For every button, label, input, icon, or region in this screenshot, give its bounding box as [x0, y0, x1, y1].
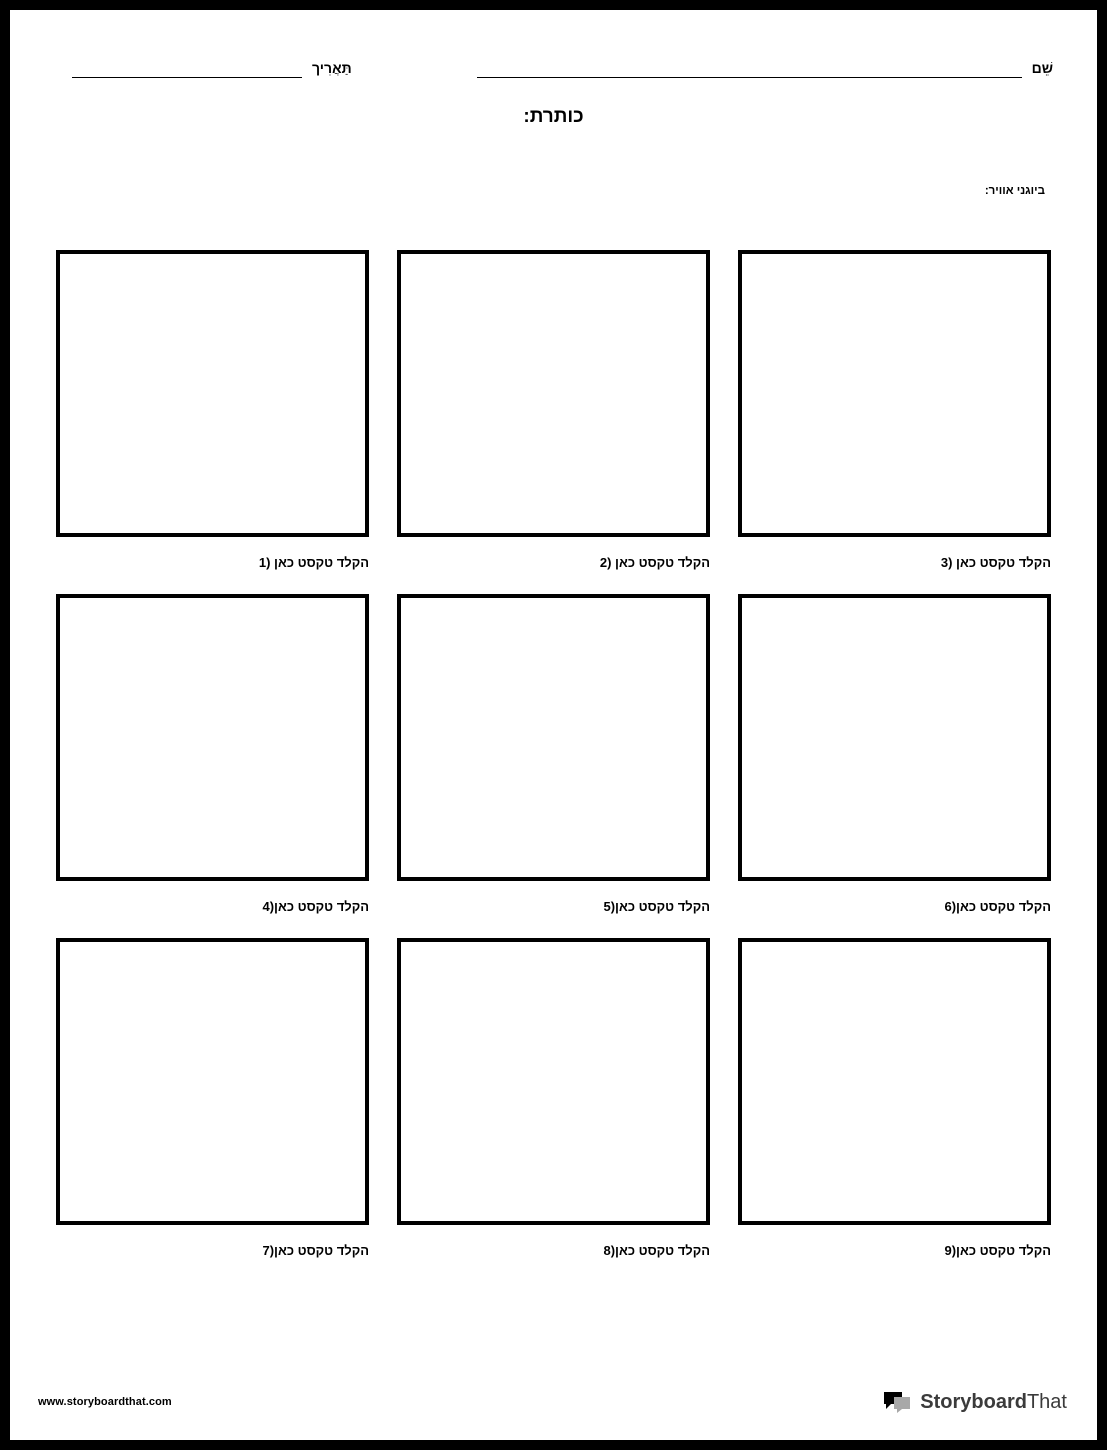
brand-logo[interactable]	[882, 1390, 1067, 1414]
drawing-area-7[interactable]	[56, 938, 369, 1225]
worksheet-sheet	[10, 10, 1097, 1440]
storyboard-cell-6	[738, 594, 1051, 914]
date-input-line[interactable]	[72, 57, 302, 78]
drawing-area-8[interactable]	[397, 938, 710, 1225]
cell-caption-5[interactable]: הקלד טקסט כאן(5	[603, 899, 710, 914]
name-field-group	[467, 57, 1053, 78]
storyboard-cell-7	[56, 938, 369, 1258]
drawing-area-2[interactable]	[397, 250, 710, 537]
speech-bubble-icon	[882, 1390, 912, 1414]
drawing-area-1[interactable]	[56, 250, 369, 537]
storyboard-cell-9	[738, 938, 1051, 1258]
cell-caption-1[interactable]: הקלד טקסט כאן (1	[258, 555, 369, 570]
storyboard-grid	[56, 250, 1051, 1258]
worksheet-header	[62, 48, 1053, 78]
cell-caption-2[interactable]: הקלד טקסט כאן (2	[599, 555, 710, 570]
brand-text-second: That	[1026, 1390, 1067, 1413]
storyboard-cell-3	[738, 250, 1051, 570]
drawing-area-6[interactable]	[738, 594, 1051, 881]
brand-text-first: Storyboard	[920, 1390, 1027, 1413]
cell-caption-8[interactable]: הקלד טקסט כאן(8	[603, 1243, 710, 1258]
storyboard-cell-4	[56, 594, 369, 914]
name-input-line[interactable]	[477, 57, 1022, 78]
page-title: כותרת:	[523, 106, 584, 127]
storyboard-cell-5	[397, 594, 710, 914]
grid-row	[56, 250, 1051, 570]
grid-row	[56, 594, 1051, 914]
prompt-label: ביוגני אוויר:	[984, 185, 1045, 197]
cell-caption-7[interactable]: הקלד טקסט כאן(7	[262, 1243, 369, 1258]
cell-caption-4[interactable]: הקלד טקסט כאן(4	[262, 899, 369, 914]
storyboard-cell-8	[397, 938, 710, 1258]
date-label: תַּאֲרִיך	[312, 60, 352, 76]
date-field-group	[62, 57, 352, 78]
cell-caption-9[interactable]: הקלד טקסט כאן(9	[944, 1243, 1051, 1258]
cell-caption-6[interactable]: הקלד טקסט כאן(6	[944, 899, 1051, 914]
drawing-area-4[interactable]	[56, 594, 369, 881]
name-label: שֵׁם	[1031, 60, 1053, 76]
storyboard-cell-1	[56, 250, 369, 570]
worksheet-footer	[10, 1378, 1097, 1418]
drawing-area-3[interactable]	[738, 250, 1051, 537]
cell-caption-3[interactable]: הקלד טקסט כאן (3	[940, 555, 1051, 570]
drawing-area-5[interactable]	[397, 594, 710, 881]
brand-text	[920, 1391, 1067, 1414]
grid-row	[56, 938, 1051, 1258]
storyboard-cell-2	[397, 250, 710, 570]
drawing-area-9[interactable]	[738, 938, 1051, 1225]
footer-url[interactable]: www.storyboardthat.com	[38, 1396, 172, 1408]
